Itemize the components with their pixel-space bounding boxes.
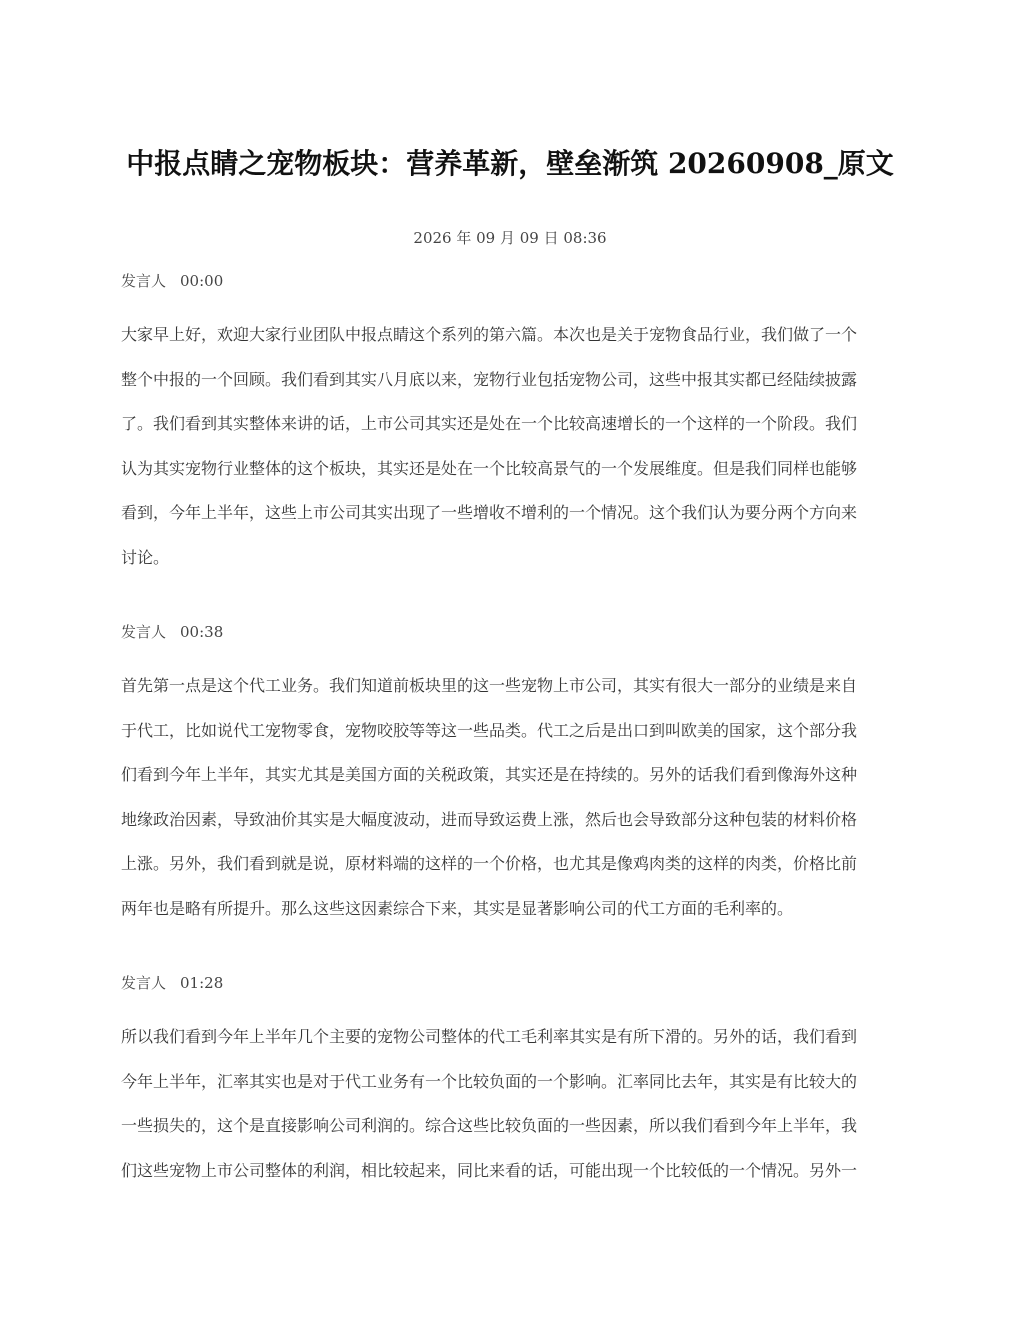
speaker-name: 发言人 [121,272,167,290]
transcript-paragraph [121,313,901,580]
transcript-section-1 [121,269,901,580]
speaker-header [121,971,901,995]
paragraph-line: 们看到今年上半年，其实尤其是美国方面的关税政策，其实还是在持续的。另外的话我们看到像海外这种 [121,765,858,784]
timestamp: 00:00 [180,272,224,290]
paragraph-line: 认为其实宠物行业整体的这个板块，其实还是处在一个比较高景气的一个发展维度。但是我们同样也能够 [121,458,858,478]
speaker-header [121,620,901,644]
speaker-name: 发言人 [121,623,167,641]
transcript-section-3 [121,971,901,1193]
paragraph-line: 首先第一点是这个代工业务。我们知道前板块里的这一些宠物上市公司，其实有很大一部分的业绩是来自 [121,676,858,695]
paragraph-line: 今年上半年，汇率其实也是对于代工业务有一个比较负面的一个影响。汇率同比去年，其实是有比较大的 [121,1071,858,1091]
paragraph-line: 上涨。另外，我们看到就是说，原材料端的这样的一个价格，也尤其是像鸡肉类的这样的肉类，价格比前 [121,854,858,873]
paragraph-line: 大家早上好，欢迎大家行业团队中报点睛这个系列的第六篇。本次也是关于宠物食品行业，我们做了一个 [121,325,858,344]
speaker-name: 发言人 [121,974,167,992]
paragraph-line: 地缘政治因素，导致油价其实是大幅度波动，进而导致运费上涨，然后也会导致部分这种包装的材料价格 [121,809,858,829]
transcript-paragraph [121,1015,901,1193]
paragraph-line: 了。我们看到其实整体来讲的话，上市公司其实还是处在一个比较高速增长的一个这样的一个阶段。我们 [121,414,858,433]
transcript-paragraph [121,664,901,931]
document-date: 2026 年 09 月 09 日 08:36 [413,229,607,247]
paragraph-line: 于代工，比如说代工宠物零食，宠物咬胶等等这一些品类。代工之后是出口到叫欧美的国家，这个部分我 [121,720,858,740]
paragraph-line: 看到，今年上半年，这些上市公司其实出现了一些增收不增利的一个情况。这个我们认为要分两个方向来 [121,503,858,522]
paragraph-line: 所以我们看到今年上半年几个主要的宠物公司整体的代工毛利率其实是有所下滑的。另外的话，我们看到 [121,1027,858,1046]
speaker-header [121,269,901,293]
document-title: 中报点睛之宠物板块：营养革新，壁垒渐筑 20260908_原文 [126,147,894,180]
transcript-section-2 [121,620,901,931]
paragraph-line: 两年也是略有所提升。那么这些这因素综合下来，其实是显著影响公司的代工方面的毛利率的。 [121,898,794,918]
paragraph-line: 讨论。 [121,547,170,567]
timestamp: 01:28 [180,974,224,992]
paragraph-line: 一些损失的，这个是直接影响公司利润的。综合这些比较负面的一些因素，所以我们看到今年上半年，我 [121,1116,858,1135]
timestamp: 00:38 [180,623,224,641]
paragraph-line: 整个中报的一个回顾。我们看到其实八月底以来，宠物行业包括宠物公司，这些中报其实都已经陆续披露 [121,369,858,389]
paragraph-line: 们这些宠物上市公司整体的利润，相比较起来，同比来看的话，可能出现一个比较低的一个情况。另外一 [121,1160,858,1180]
